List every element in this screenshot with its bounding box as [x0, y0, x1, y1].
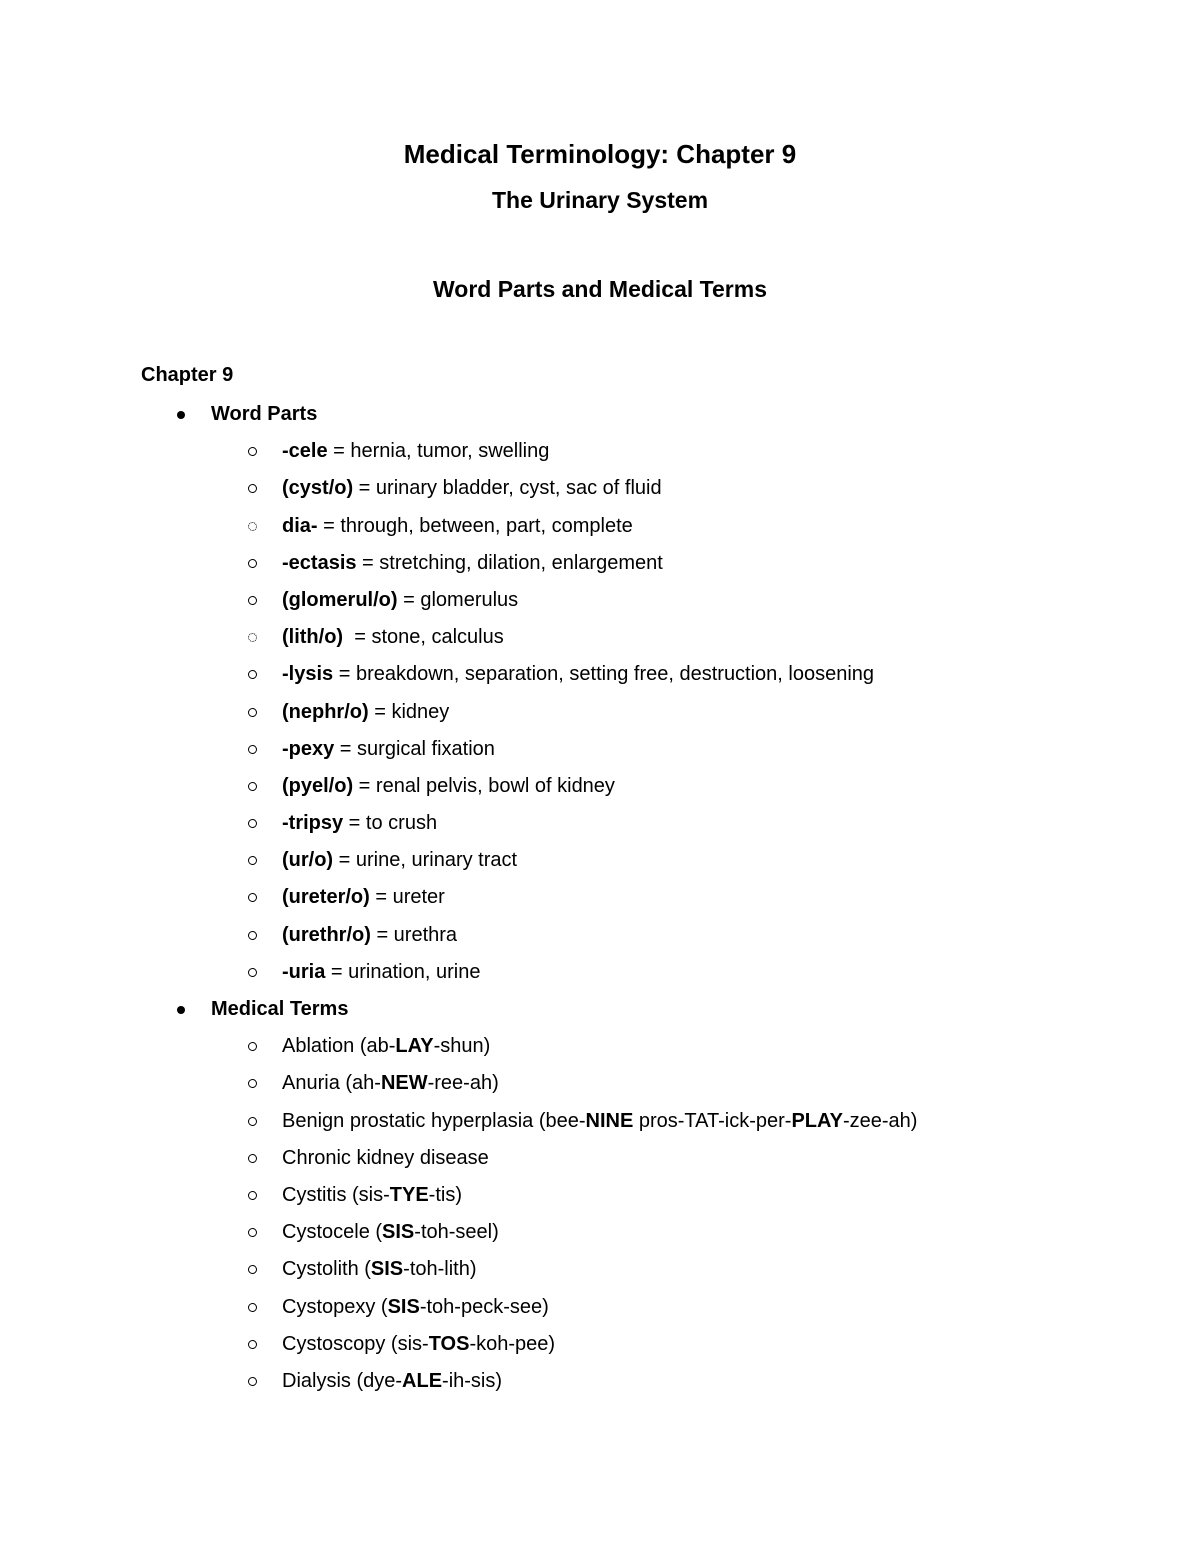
- hollow-bullet-icon: [248, 1340, 257, 1349]
- word-part-definition: = stretching, dilation, enlargement: [356, 551, 663, 574]
- hollow-bullet-icon: [248, 1191, 257, 1200]
- stressed-syllable: NEW: [380, 1072, 428, 1095]
- word-part-term: (ur/o): [282, 849, 334, 872]
- list-item: [0, 917, 1200, 954]
- term-text: Cystopexy (: [282, 1295, 388, 1318]
- dotted-bullet-icon: [248, 522, 257, 531]
- hollow-bullet-icon: [248, 1265, 257, 1274]
- word-part-term: (ureter/o): [282, 886, 370, 909]
- word-parts-list: [0, 433, 1200, 991]
- term-text: Cystoscopy (sis-: [282, 1332, 429, 1355]
- hollow-bullet-icon: [248, 670, 257, 679]
- list-item: [0, 1177, 1200, 1214]
- hollow-bullet-icon: [248, 484, 257, 493]
- word-part-term: -cele: [282, 440, 328, 463]
- term-text: pros-TAT-ick-per-: [633, 1109, 792, 1132]
- list-item: [0, 582, 1200, 619]
- word-parts-label: Word Parts: [211, 403, 318, 425]
- word-part-definition: = kidney: [368, 700, 450, 723]
- hollow-bullet-icon: [248, 1303, 257, 1312]
- word-part-definition: = urination, urine: [325, 960, 481, 983]
- term-text: Cystocele (: [282, 1221, 383, 1244]
- list-item: [0, 805, 1200, 842]
- hollow-bullet-icon: [248, 1042, 257, 1051]
- word-part-definition: = hernia, tumor, swelling: [327, 440, 550, 463]
- list-item: [0, 842, 1200, 879]
- stressed-syllable: LAY: [395, 1035, 434, 1058]
- term-text: Chronic kidney disease: [282, 1146, 489, 1169]
- list-item: [0, 879, 1200, 916]
- list-item: [0, 1214, 1200, 1251]
- word-part-term: (nephr/o): [282, 700, 369, 723]
- medical-terms-list: [0, 1028, 1200, 1400]
- hollow-bullet-icon: [248, 1377, 257, 1386]
- word-part-term: dia-: [282, 514, 318, 537]
- term-text: Ablation (ab-: [282, 1035, 396, 1058]
- stressed-syllable: TOS: [428, 1332, 470, 1355]
- word-part-definition: = renal pelvis, bowl of kidney: [353, 774, 615, 797]
- word-part-term: -ectasis: [282, 551, 357, 574]
- list-item: [0, 731, 1200, 768]
- section-heading: Word Parts and Medical Terms: [432, 276, 768, 302]
- hollow-bullet-icon: [248, 1154, 257, 1163]
- term-text: -zee-ah): [842, 1109, 918, 1132]
- word-part-term: -tripsy: [282, 812, 344, 835]
- list-item: [0, 619, 1200, 656]
- hollow-bullet-icon: [248, 1079, 257, 1088]
- word-part-definition: = urethra: [370, 923, 458, 946]
- medical-terms-section: [0, 991, 1200, 1400]
- chapter-label: Chapter 9: [141, 364, 234, 386]
- chapter-outline: [0, 396, 1200, 1400]
- hollow-bullet-icon: [248, 596, 257, 605]
- hollow-bullet-icon: [248, 968, 257, 977]
- stressed-syllable: TYE: [389, 1183, 429, 1206]
- term-text: -koh-pee): [469, 1332, 556, 1355]
- term-text: Benign prostatic hyperplasia (bee-: [282, 1109, 586, 1132]
- term-text: Cystolith (: [282, 1258, 371, 1281]
- word-part-term: -uria: [282, 960, 326, 983]
- hollow-bullet-icon: [248, 745, 257, 754]
- term-text: -toh-peck-see): [419, 1295, 549, 1318]
- word-part-definition: = through, between, part, complete: [317, 514, 633, 537]
- hollow-bullet-icon: [248, 708, 257, 717]
- word-part-term: -pexy: [282, 737, 335, 760]
- list-item: [0, 1065, 1200, 1102]
- list-item: [0, 508, 1200, 545]
- term-text: -ree-ah): [427, 1072, 499, 1095]
- stressed-syllable: NINE: [585, 1109, 634, 1132]
- term-text: -ih-sis): [442, 1369, 503, 1392]
- word-parts-section: [0, 396, 1200, 991]
- list-item: [0, 768, 1200, 805]
- hollow-bullet-icon: [248, 893, 257, 902]
- term-text: -tis): [428, 1183, 462, 1206]
- word-part-definition: = urine, urinary tract: [333, 849, 518, 872]
- hollow-bullet-icon: [248, 559, 257, 568]
- word-parts-heading: [0, 396, 1200, 433]
- list-item: [0, 1326, 1200, 1363]
- hollow-bullet-icon: [248, 1228, 257, 1237]
- filled-bullet-icon: [177, 411, 185, 419]
- list-item: [0, 470, 1200, 507]
- medical-terms-heading: [0, 991, 1200, 1028]
- stressed-syllable: SIS: [382, 1221, 415, 1244]
- word-part-definition: = breakdown, separation, setting free, destruction, loosening: [333, 663, 875, 686]
- stressed-syllable: SIS: [370, 1258, 404, 1281]
- term-text: -toh-lith): [403, 1258, 477, 1281]
- term-text: -shun): [433, 1035, 491, 1058]
- term-text: Cystitis (sis-: [282, 1183, 390, 1206]
- word-part-term: (glomerul/o): [282, 588, 398, 611]
- word-part-term: -lysis: [282, 663, 334, 686]
- word-part-definition: = stone, calculus: [343, 626, 504, 649]
- word-part-definition: = ureter: [369, 886, 445, 909]
- list-item: [0, 954, 1200, 991]
- document-subtitle: The Urinary System: [491, 187, 709, 213]
- word-part-term: (lith/o): [282, 626, 344, 649]
- hollow-bullet-icon: [248, 819, 257, 828]
- word-part-definition: = glomerulus: [397, 588, 519, 611]
- medical-terms-label: Medical Terms: [211, 998, 349, 1020]
- stressed-syllable: SIS: [387, 1295, 420, 1318]
- word-part-term: (cyst/o): [282, 477, 354, 500]
- list-item: [0, 1251, 1200, 1288]
- word-part-definition: = surgical fixation: [334, 737, 495, 760]
- list-item: [0, 545, 1200, 582]
- term-text: Dialysis (dye-: [282, 1369, 403, 1392]
- hollow-bullet-icon: [248, 1117, 257, 1126]
- stressed-syllable: PLAY: [791, 1109, 843, 1132]
- word-part-definition: = urinary bladder, cyst, sac of fluid: [353, 477, 662, 500]
- hollow-bullet-icon: [248, 931, 257, 940]
- document-title: Medical Terminology: Chapter 9: [403, 139, 797, 169]
- stressed-syllable: ALE: [402, 1369, 443, 1392]
- hollow-bullet-icon: [248, 447, 257, 456]
- list-item: [0, 694, 1200, 731]
- list-item: [0, 1363, 1200, 1400]
- filled-bullet-icon: [177, 1006, 185, 1014]
- list-item: [0, 656, 1200, 693]
- hollow-bullet-icon: [248, 782, 257, 791]
- word-part-definition: = to crush: [343, 812, 438, 835]
- list-item: [0, 1028, 1200, 1065]
- list-item: [0, 433, 1200, 470]
- word-part-term: (pyel/o): [282, 774, 354, 797]
- list-item: [0, 1140, 1200, 1177]
- list-item: [0, 1289, 1200, 1326]
- word-part-term: (urethr/o): [282, 923, 371, 946]
- dotted-bullet-icon: [248, 633, 257, 642]
- term-text: -toh-seel): [414, 1221, 499, 1244]
- term-text: Anuria (ah-: [282, 1072, 381, 1095]
- hollow-bullet-icon: [248, 856, 257, 865]
- list-item: [0, 1103, 1200, 1140]
